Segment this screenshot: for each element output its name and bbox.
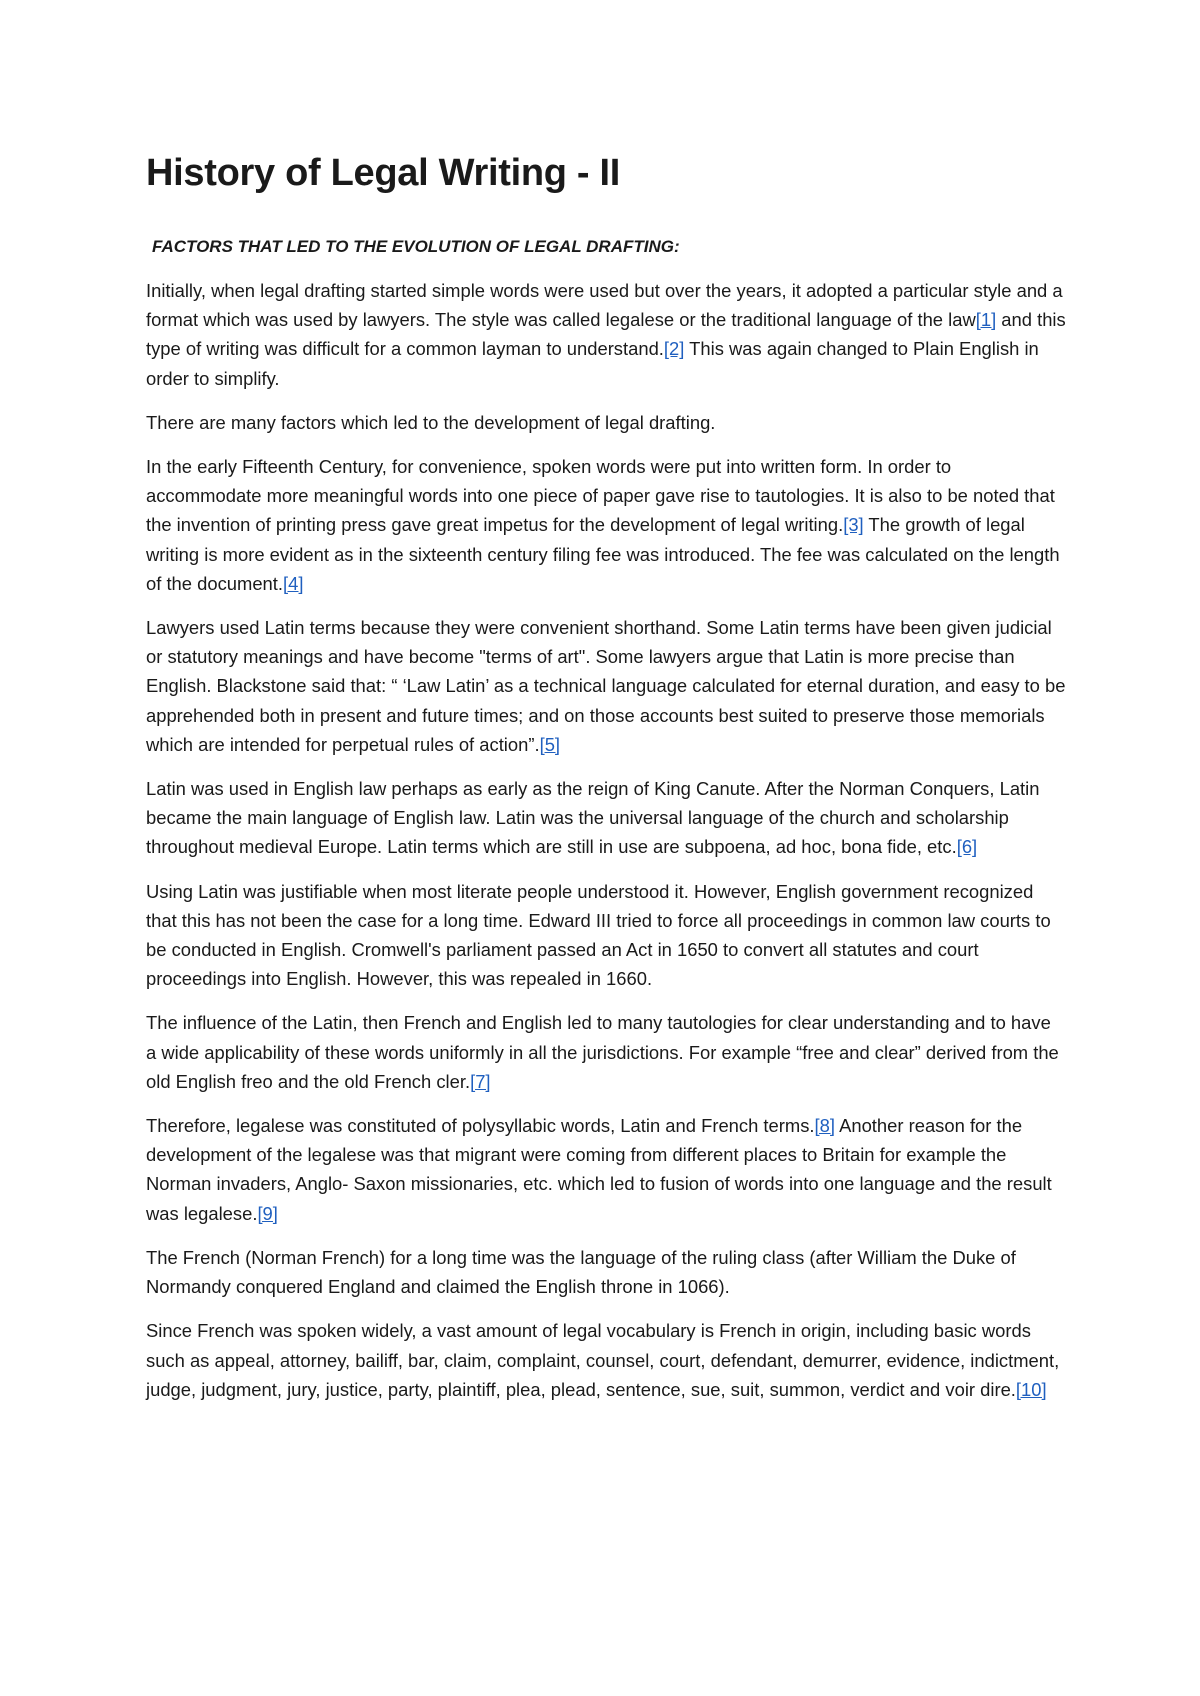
paragraph: Lawyers used Latin terms because they were convenient shorthand. Some Latin terms have been given judicial or statutory meanings and have become "terms of art". Some lawyers argue that Latin is more precise than English. Blackstone said that: “ ‘Law Latin’ as a technical language calculated for eternal duration, and easy to be apprehended both in present and future times; and on those accounts best suited to preserve those memorials which are intended for perpetual rules of action”.[5]: [146, 617, 1066, 755]
paragraph: The French (Norman French) for a long time was the language of the ruling class (after William the Duke of Normandy conquered England and claimed the English throne in 1066).: [146, 1246, 1016, 1298]
paragraph: Initially, when legal drafting started simple words were used but over the years, it adopted a particular style and a format which was used by lawyers. The style was called legalese or the traditional language of the law[1] and this type of writing was difficult for a common layman to understand.[2] This was again changed to Plain English in order to simplify.: [146, 280, 1066, 389]
footnote-link[interactable]: [2]: [663, 338, 685, 360]
paragraph: Since French was spoken widely, a vast amount of legal vocabulary is French in origin, including basic words such as appeal, attorney, bailiff, bar, claim, complaint, counsel, court, defendant, demurrer, evidence, indictment, judge, judgment, jury, justice, party, plaintiff, plea, plead, sentence, sue, suit, summon, verdict and voir dire.[10]: [146, 1320, 1060, 1400]
paragraph: In the early Fifteenth Century, for convenience, spoken words were put into written form. In order to accommodate more meaningful words into one piece of paper gave rise to tautologies. It is also to be noted that the invention of printing press gave great impetus for the development of legal writing.[3] The growth of legal writing is more evident as in the sixteenth century filing fee was introduced. The fee was calculated on the length of the document.[4]: [146, 456, 1060, 594]
footnote-link[interactable]: [1]: [975, 309, 997, 331]
section-heading: FACTORS THAT LED TO THE EVOLUTION OF LEGAL DRAFTING:: [152, 237, 680, 256]
paragraph: Latin was used in English law perhaps as early as the reign of King Canute. After the Norman Conquers, Latin became the main language of English law. Latin was the universal language of the church and scholarship throughout medieval Europe. Latin terms which are still in use are subpoena, ad hoc, bona fide, etc.[6]: [146, 778, 1040, 858]
footnote-link[interactable]: [7]: [470, 1070, 491, 1092]
footnote-link[interactable]: [4]: [283, 572, 304, 594]
paragraph: There are many factors which led to the development of legal drafting.: [146, 411, 716, 433]
paragraph: Using Latin was justifiable when most literate people understood it. However, English government recognized that this has not been the case for a long time. Edward III tried to force all proceedings in common law courts to be conducted in English. Cromwell's parliament passed an Act in 1650 to convert all statutes and court proceedings into English. However, this was repealed in 1660.: [146, 880, 1051, 990]
footnote-link[interactable]: [8]: [814, 1115, 835, 1137]
paragraph: Therefore, legalese was constituted of polysyllabic words, Latin and French terms.[8] Another reason for the development of the legalese was that migrant were coming from different places to Britain for example the Norman invaders, Anglo- Saxon missionaries, etc. which led to fusion of words into one language and the result was legalese.[9]: [146, 1115, 1052, 1224]
footnote-link[interactable]: [6]: [956, 836, 978, 858]
footnote-link[interactable]: [5]: [539, 733, 561, 755]
page-title: History of Legal Writing - II: [146, 152, 621, 194]
document-page: [146, 150, 1066, 1419]
footnote-link[interactable]: [9]: [257, 1202, 278, 1224]
paragraph: The influence of the Latin, then French and English led to many tautologies for clear understanding and to have a wide applicability of these words uniformly in all the jurisdictions. For example “free and clear” derived from the old English freo and the old French cler.[7]: [146, 1012, 1059, 1092]
footnote-link[interactable]: [10]: [1015, 1378, 1047, 1400]
footnote-link[interactable]: [3]: [843, 514, 864, 536]
